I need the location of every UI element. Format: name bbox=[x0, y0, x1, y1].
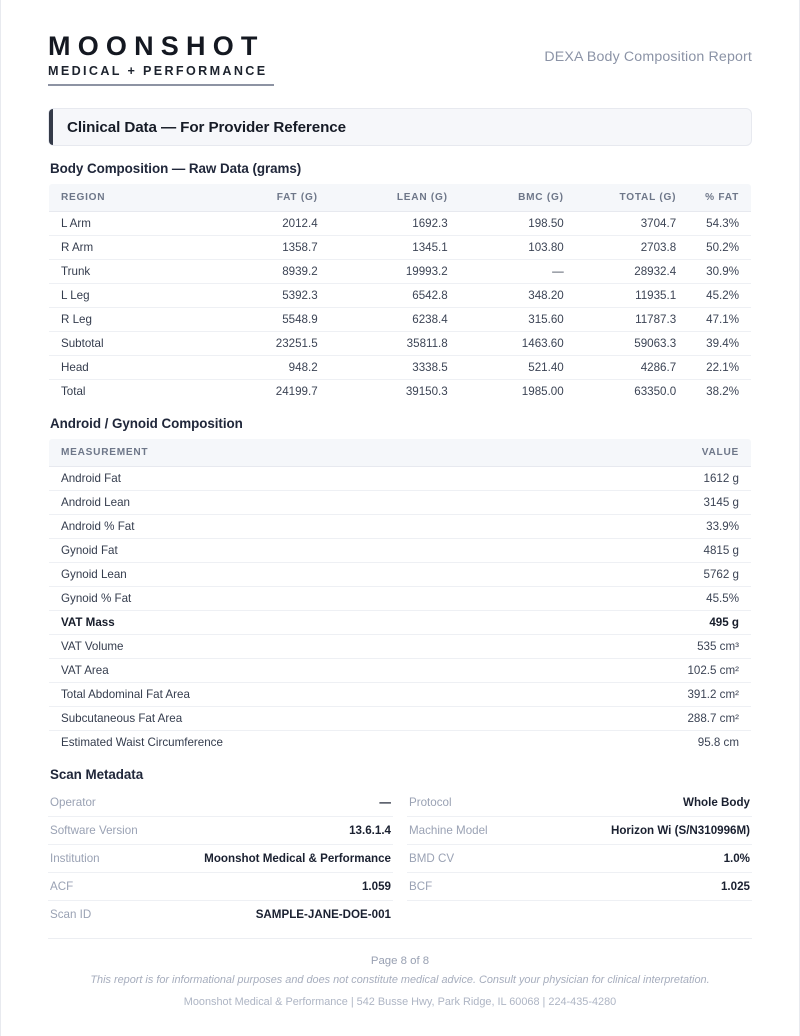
body-composition-section-title: Body Composition — Raw Data (grams) bbox=[50, 161, 302, 177]
scan-metadata-left-column bbox=[48, 789, 393, 928]
cell-value: 5762 g bbox=[527, 563, 752, 587]
cell-region: Trunk bbox=[49, 260, 207, 284]
cell-measurement: VAT Mass bbox=[49, 611, 527, 635]
cell-value: 95.8 cm bbox=[697, 736, 739, 750]
cell-region: Total bbox=[61, 385, 86, 399]
cell-region: R Arm bbox=[49, 236, 207, 260]
table-row-vat-mass bbox=[49, 611, 752, 635]
logo-tagline: MEDICAL + PERFORMANCE bbox=[48, 64, 268, 79]
report-header bbox=[48, 0, 752, 86]
cell-pct-fat: 38.2% bbox=[706, 385, 739, 399]
cell-fat: 5548.9 bbox=[207, 308, 330, 332]
cell-region: Head bbox=[49, 356, 207, 380]
metadata-row-bcf bbox=[407, 873, 752, 901]
cell-bmc: 348.20 bbox=[460, 284, 576, 308]
cell-bmc: 1985.00 bbox=[521, 385, 564, 399]
metadata-value: Horizon Wi (S/N310996M) bbox=[610, 824, 750, 838]
table-row bbox=[49, 380, 752, 404]
cell-fat: 2012.4 bbox=[207, 212, 330, 236]
cell-measurement: VAT Volume bbox=[49, 635, 527, 659]
cell-fat: 1358.7 bbox=[207, 236, 330, 260]
table-row bbox=[49, 635, 752, 659]
cell-total: 11935.1 bbox=[576, 284, 688, 308]
column-header-lean: LEAN (G) bbox=[330, 184, 460, 212]
android-gynoid-section-title: Android / Gynoid Composition bbox=[50, 416, 243, 432]
table-row bbox=[49, 260, 752, 284]
table-row bbox=[49, 212, 752, 236]
metadata-row-software-version bbox=[48, 817, 393, 845]
table-row bbox=[49, 356, 752, 380]
body-composition-table bbox=[48, 183, 752, 404]
metadata-row-machine-model bbox=[407, 817, 752, 845]
cell-bmc: 521.40 bbox=[460, 356, 576, 380]
cell-lean: 19993.2 bbox=[330, 260, 460, 284]
banner-accent-bar bbox=[49, 109, 53, 145]
cell-pct-fat: 50.2% bbox=[688, 236, 751, 260]
column-header-value: VALUE bbox=[527, 439, 752, 467]
column-header-pct-fat: % FAT bbox=[688, 184, 751, 212]
cell-pct-fat: 39.4% bbox=[688, 332, 751, 356]
metadata-label: Operator bbox=[50, 796, 96, 810]
cell-value: 45.5% bbox=[527, 587, 752, 611]
metadata-label: Protocol bbox=[409, 796, 452, 810]
cell-total: 11787.3 bbox=[576, 308, 688, 332]
column-header-region: REGION bbox=[49, 184, 207, 212]
metadata-value: Moonshot Medical & Performance bbox=[204, 852, 391, 866]
android-gynoid-table-body bbox=[49, 467, 752, 755]
cell-total: 28932.4 bbox=[576, 260, 688, 284]
logo-wordmark: MOONSHOT bbox=[48, 31, 265, 61]
cell-fat: 948.2 bbox=[207, 356, 330, 380]
metadata-value: — bbox=[379, 796, 391, 810]
cell-pct-fat: 54.3% bbox=[688, 212, 751, 236]
cell-value: 288.7 cm² bbox=[527, 707, 752, 731]
cell-lean: 1345.1 bbox=[330, 236, 460, 260]
cell-pct-fat: 47.1% bbox=[688, 308, 751, 332]
table-row bbox=[49, 467, 752, 491]
report-footer bbox=[48, 938, 752, 1008]
footer-org-contact: Moonshot Medical & Performance | 542 Busse Hwy, Park Ridge, IL 60068 | 224-435-4280 bbox=[183, 996, 617, 1008]
metadata-label: BCF bbox=[409, 880, 433, 894]
cell-bmc: 315.60 bbox=[460, 308, 576, 332]
metadata-label: Machine Model bbox=[409, 824, 488, 838]
cell-value: 495 g bbox=[527, 611, 752, 635]
cell-value: 4815 g bbox=[527, 539, 752, 563]
banner-title: Clinical Data — For Provider Reference bbox=[67, 118, 346, 136]
table-row bbox=[49, 491, 752, 515]
cell-pct-fat: 30.9% bbox=[688, 260, 751, 284]
table-row bbox=[49, 332, 752, 356]
table-row bbox=[49, 707, 752, 731]
cell-lean: 39150.3 bbox=[405, 385, 448, 399]
android-gynoid-table-header bbox=[49, 439, 752, 467]
table-row bbox=[49, 563, 752, 587]
metadata-row-protocol bbox=[407, 789, 752, 817]
cell-measurement: Estimated Waist Circumference bbox=[61, 736, 223, 750]
metadata-row-scan-id bbox=[48, 901, 393, 928]
cell-bmc: 198.50 bbox=[460, 212, 576, 236]
metadata-value: 13.6.1.4 bbox=[349, 824, 391, 838]
android-gynoid-table bbox=[48, 438, 752, 755]
metadata-label: ACF bbox=[50, 880, 74, 894]
metadata-value: 1.0% bbox=[723, 852, 750, 866]
metadata-value: Whole Body bbox=[683, 796, 750, 810]
cell-lean: 3338.5 bbox=[330, 356, 460, 380]
table-row bbox=[49, 236, 752, 260]
table-row bbox=[49, 308, 752, 332]
table-header-row bbox=[49, 184, 752, 212]
metadata-row-operator bbox=[48, 789, 393, 817]
cell-region: L Leg bbox=[49, 284, 207, 308]
metadata-value: 1.059 bbox=[361, 880, 391, 894]
table-row bbox=[49, 284, 752, 308]
cell-value: 1612 g bbox=[527, 467, 752, 491]
cell-fat: 24199.7 bbox=[275, 385, 318, 399]
cell-fat: 8939.2 bbox=[207, 260, 330, 284]
table-row bbox=[49, 683, 752, 707]
metadata-label: Institution bbox=[50, 852, 100, 866]
cell-bmc: 103.80 bbox=[460, 236, 576, 260]
cell-measurement: Android % Fat bbox=[49, 515, 527, 539]
metadata-label: BMD CV bbox=[409, 852, 455, 866]
page-number: Page 8 of 8 bbox=[370, 955, 430, 968]
report-type-title: DEXA Body Composition Report bbox=[544, 49, 752, 65]
scan-metadata-right-column bbox=[407, 789, 752, 928]
column-header-bmc: BMC (G) bbox=[460, 184, 576, 212]
cell-region: R Leg bbox=[49, 308, 207, 332]
cell-pct-fat: 22.1% bbox=[688, 356, 751, 380]
metadata-row-institution bbox=[48, 845, 393, 873]
table-row bbox=[49, 731, 752, 755]
cell-pct-fat: 45.2% bbox=[688, 284, 751, 308]
cell-total: 2703.8 bbox=[576, 236, 688, 260]
cell-measurement: Gynoid Lean bbox=[49, 563, 527, 587]
cell-measurement: Android Lean bbox=[49, 491, 527, 515]
table-row bbox=[49, 539, 752, 563]
cell-fat: 23251.5 bbox=[207, 332, 330, 356]
cell-total: 59063.3 bbox=[576, 332, 688, 356]
metadata-label: Scan ID bbox=[50, 908, 92, 922]
table-row bbox=[49, 587, 752, 611]
cell-measurement: Subcutaneous Fat Area bbox=[49, 707, 527, 731]
brand-logo bbox=[48, 32, 274, 86]
cell-value: 102.5 cm² bbox=[527, 659, 752, 683]
cell-measurement: Gynoid Fat bbox=[49, 539, 527, 563]
column-header-fat: FAT (G) bbox=[207, 184, 330, 212]
cell-region: L Arm bbox=[49, 212, 207, 236]
cell-total: 3704.7 bbox=[576, 212, 688, 236]
cell-lean: 35811.8 bbox=[330, 332, 460, 356]
clinical-data-banner bbox=[48, 108, 752, 146]
table-row bbox=[49, 515, 752, 539]
logo-underline-rule bbox=[48, 84, 274, 87]
body-composition-table-body bbox=[49, 212, 752, 404]
cell-value: 391.2 cm² bbox=[527, 683, 752, 707]
cell-bmc: — bbox=[460, 260, 576, 284]
cell-total: 4286.7 bbox=[576, 356, 688, 380]
cell-measurement: Gynoid % Fat bbox=[49, 587, 527, 611]
cell-value: 535 cm³ bbox=[527, 635, 752, 659]
cell-measurement: Total Abdominal Fat Area bbox=[49, 683, 527, 707]
body-composition-table-header bbox=[49, 184, 752, 212]
cell-lean: 6238.4 bbox=[330, 308, 460, 332]
cell-measurement: VAT Area bbox=[49, 659, 527, 683]
cell-value: 33.9% bbox=[527, 515, 752, 539]
table-row bbox=[49, 659, 752, 683]
cell-measurement: Android Fat bbox=[49, 467, 527, 491]
cell-lean: 6542.8 bbox=[330, 284, 460, 308]
cell-total: 63350.0 bbox=[634, 385, 677, 399]
cell-bmc: 1463.60 bbox=[460, 332, 576, 356]
cell-lean: 1692.3 bbox=[330, 212, 460, 236]
metadata-row-acf bbox=[48, 873, 393, 901]
scan-metadata-grid bbox=[48, 789, 752, 928]
footer-disclaimer: This report is for informational purposes and does not constitute medical advice. Consult your physician for clinical interpretation. bbox=[90, 974, 710, 987]
cell-fat: 5392.3 bbox=[207, 284, 330, 308]
metadata-value: SAMPLE-JANE-DOE-001 bbox=[255, 908, 391, 922]
cell-value: 3145 g bbox=[527, 491, 752, 515]
metadata-label: Software Version bbox=[50, 824, 138, 838]
cell-region: Subtotal bbox=[49, 332, 207, 356]
scan-metadata-section-title: Scan Metadata bbox=[50, 767, 144, 783]
metadata-row-bmd-cv bbox=[407, 845, 752, 873]
column-header-measurement: MEASUREMENT bbox=[49, 439, 527, 467]
table-header-row bbox=[49, 439, 752, 467]
metadata-value: 1.025 bbox=[720, 880, 750, 894]
column-header-total: TOTAL (G) bbox=[576, 184, 688, 212]
